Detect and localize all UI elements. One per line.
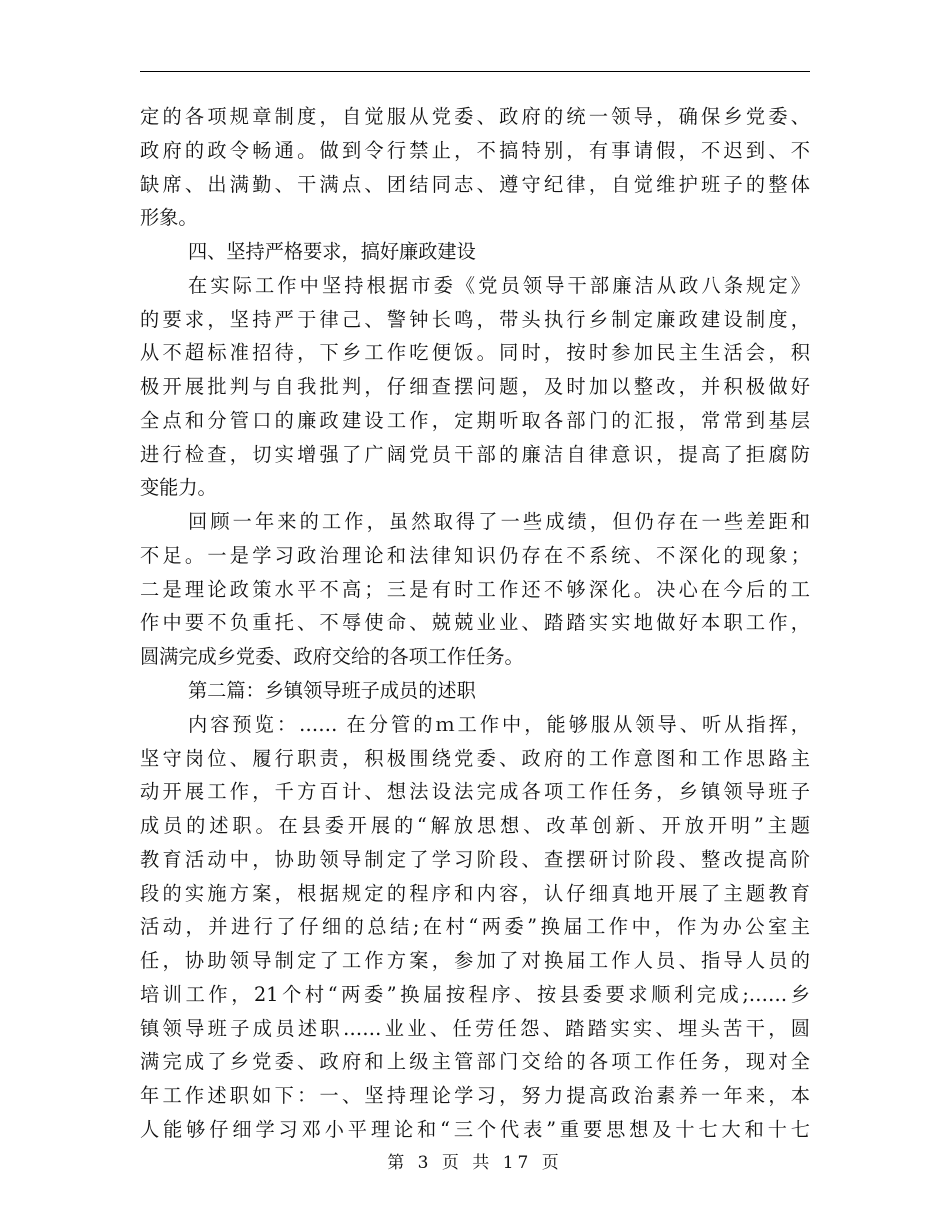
text-line: 在实际工作中坚持根据市委《党员领导干部廉洁从政八条规定》 — [188, 273, 810, 297]
text-line: 圆满完成乡党委、政府交给的各项工作任务。 — [140, 645, 524, 669]
text-line: 活动，并进行了仔细的总结;在村“两委”换届工作中，作为办公室主 — [140, 915, 810, 939]
text-line: 回顾一年来的工作，虽然取得了一些成绩，但仍存在一些差距和 — [188, 510, 810, 534]
text-line: 形象。 — [140, 206, 198, 230]
text-line: 变能力。 — [140, 476, 217, 500]
text-line: 的要求，坚持严于律己、警钟长鸣，带头执行乡制定廉政建设制度， — [140, 307, 810, 331]
text-line: 极开展批判与自我批判，仔细查摆问题，及时加以整改，并积极做好 — [140, 375, 810, 399]
text-line: 坚守岗位、履行职责，积极围绕党委、政府的工作意图和工作思路主 — [140, 746, 810, 770]
text-line: 段的实施方案，根据规定的程序和内容，认仔细真地开展了主题教育 — [140, 881, 810, 905]
text-line: 镇领导班子成员述职……业业、任劳任怨、踏踏实实、埋头苦干，圆 — [140, 1016, 810, 1040]
text-line: 培训工作，21个村“两委”换届按程序、按县委要求顺利完成;……乡 — [140, 982, 810, 1006]
text-line: 不足。一是学习政治理论和法律知识仍存在不系统、不深化的现象； — [140, 543, 810, 567]
text-line: 二是理论政策水平不高；三是有时工作还不够深化。决心在今后的工 — [140, 577, 810, 601]
text-line: 定的各项规章制度，自觉服从党委、政府的统一领导，确保乡党委、 — [140, 105, 810, 128]
text-line: 内容预览：…… 在分管的ｍ工作中，能够服从领导、听从指挥， — [188, 712, 810, 736]
text-line: 教育活动中，协助领导制定了学习阶段、查摆研讨阶段、整改提高阶 — [140, 847, 810, 871]
text-line: 缺席、出满勤、干满点、团结同志、遵守纪律，自觉维护班子的整体 — [140, 172, 810, 196]
page-footer: 第 3 页 共 17 页 — [387, 1153, 563, 1173]
text-line: 任，协助领导制定了工作方案，参加了对换届工作人员、指导人员的 — [140, 949, 810, 973]
text-line: 进行检查，切实增强了广阔党员干部的廉洁自律意识，提高了拒腐防 — [140, 442, 810, 466]
text-line: 年工作述职如下：一、坚持理论学习，努力提高政治素养一年来，本 — [140, 1084, 810, 1108]
text-line: 人能够仔细学习邓小平理论和“三个代表”重要思想及十七大和十七 — [140, 1117, 810, 1141]
text-line: 从不超标准招待，下乡工作吃便饭。同时，按时参加民主生活会，积 — [140, 341, 810, 365]
text-line: 成员的述职。在县委开展的“解放思想、改革创新、开放开明”主题 — [140, 814, 810, 838]
text-line: 全点和分管口的廉政建设工作，定期听取各部门的汇报，常常到基层 — [140, 408, 810, 432]
text-line: 政府的政令畅通。做到令行禁止，不搞特别，有事请假，不迟到、不 — [140, 138, 810, 162]
text-line: 满完成了乡党委、政府和上级主管部门交给的各项工作任务，现对全 — [140, 1050, 810, 1074]
text-line: 四、坚持严格要求，搞好廉政建设 — [188, 240, 476, 264]
text-line: 作中要不负重托、不辱使命、兢兢业业、踏踏实实地做好本职工作， — [140, 611, 810, 635]
text-line: 第二篇：乡镇领导班子成员的述职 — [188, 679, 476, 703]
text-line: 动开展工作，千方百计、想法设法完成各项工作任务，乡镇领导班子 — [140, 780, 810, 804]
header-rule — [140, 71, 810, 72]
body-text — [140, 100, 810, 1147]
